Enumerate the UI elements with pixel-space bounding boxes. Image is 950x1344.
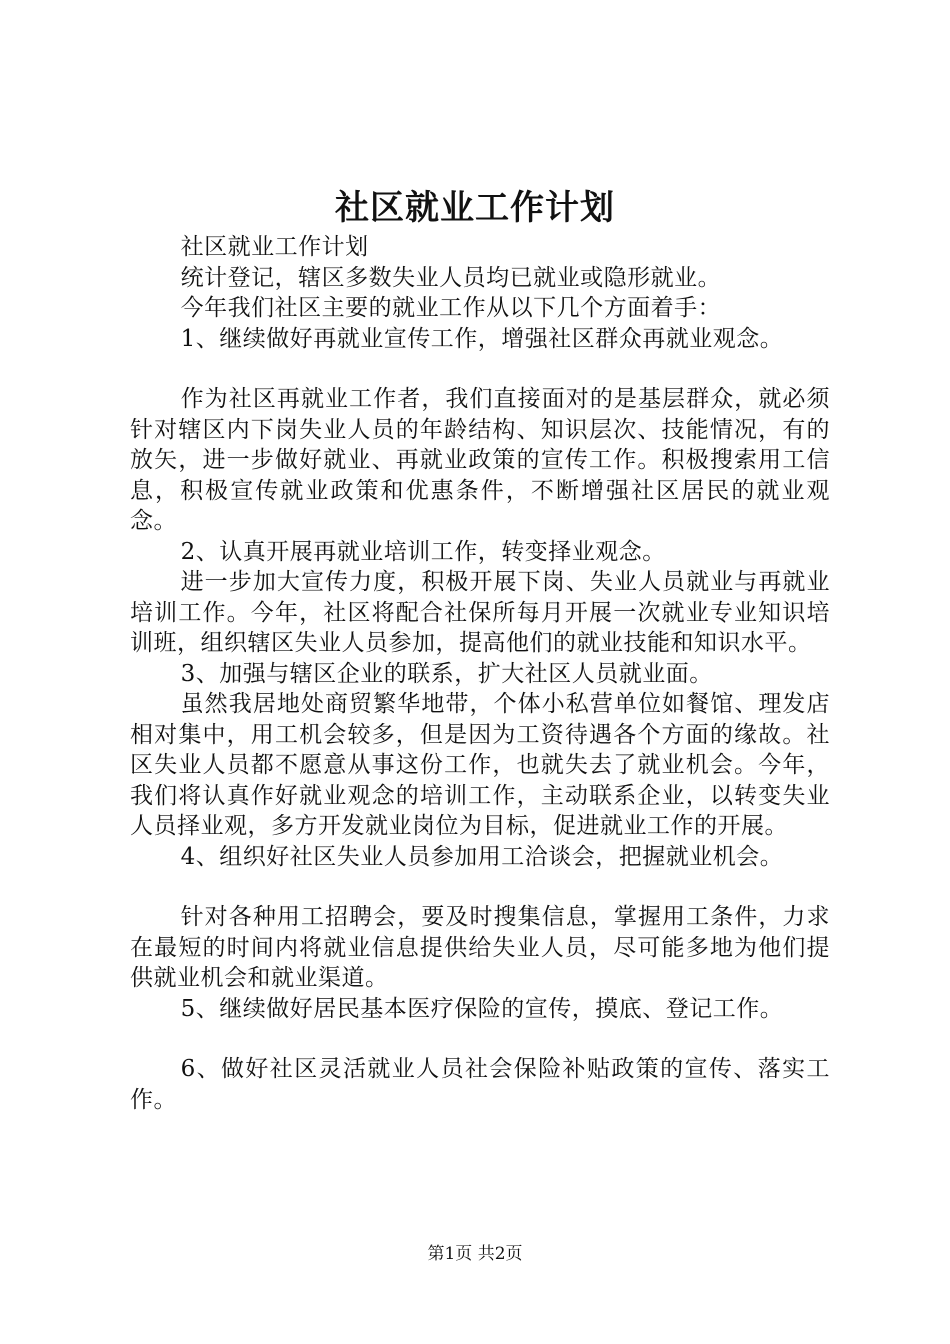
item-4-heading: 4、组织好社区失业人员参加用工洽谈会，把握就业机会。 — [180, 843, 784, 870]
paragraph-intro-plan: 今年我们社区主要的就业工作从以下几个方面着手： — [180, 295, 722, 321]
document-body — [130, 232, 830, 1115]
item-3-heading: 3、加强与辖区企业的联系，扩大社区人员就业面。 — [180, 660, 713, 687]
item-2-heading: 2、认真开展再就业培训工作，转变择业观念。 — [180, 538, 666, 565]
item-1-heading: 1、继续做好再就业宣传工作，增强社区群众再就业观念。 — [180, 325, 784, 352]
item-1-body: 作为社区再就业工作者，我们直接面对的是基层群众，就必须针对辖区内下岗失业人员的年龄结构、知识层次、技能情况，有的放矢，进一步做好就业、再就业政策的宣传工作。积极搜索用工信息，积极宣传就业政策和优惠条件，不断增强社区居民的就业观念。 — [130, 386, 830, 534]
paragraph-intro-registration: 统计登记，辖区多数失业人员均已就业或隐形就业。 — [180, 264, 722, 291]
page-title: 社区就业工作计划 — [335, 188, 615, 228]
item-6-heading: 6、做好社区灵活就业人员社会保险补贴政策的宣传、落实工作。 — [130, 1056, 830, 1113]
paragraph-heading: 社区就业工作计划 — [180, 234, 369, 260]
item-2-body: 进一步加大宣传力度，积极开展下岗、失业人员就业与再就业培训工作。今年，社区将配合社保所每月开展一次就业专业知识培训班，组织辖区失业人员参加，提高他们的就业技能和知识水平。 — [130, 569, 830, 656]
item-5-heading: 5、继续做好居民基本医疗保险的宣传，摸底、登记工作。 — [180, 995, 784, 1022]
item-4-body: 针对各种用工招聘会，要及时搜集信息，掌握用工条件，力求在最短的时间内将就业信息提供给失业人员，尽可能多地为他们提供就业机会和就业渠道。 — [130, 904, 830, 991]
item-3-body: 虽然我居地处商贸繁华地带，个体小私营单位如餐馆、理发店相对集中，用工机会较多，但是因为工资待遇各个方面的缘故。社区失业人员都不愿意从事这份工作，也就失去了就业机会。今年，我们将认真作好就业观念的培训工作，主动联系企业，以转变失业人员择业观，多方开发就业岗位为目标，促进就业工作的开展。 — [130, 691, 830, 839]
page-footer: 第1页 共2页 — [427, 1244, 523, 1264]
